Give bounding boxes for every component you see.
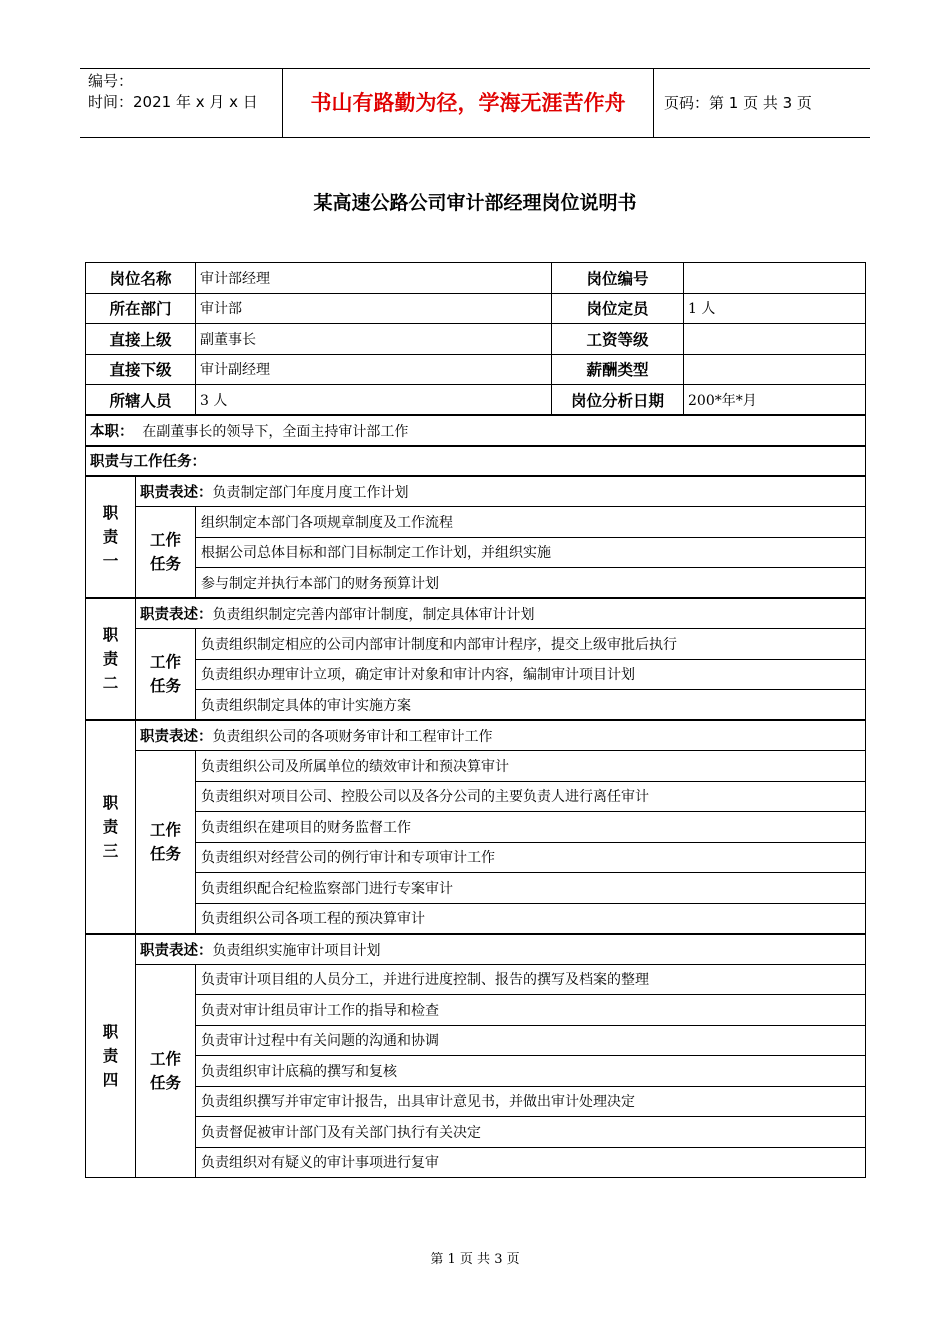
mission-row: [86, 415, 866, 446]
grade-label: 工资等级: [552, 324, 684, 355]
document-header: [80, 68, 870, 138]
task-item: 负责组织办理审计立项，确定审计对象和审计内容，编制审计项目计划: [196, 659, 866, 690]
time-label: 时间：2021 年 x 月 x 日: [88, 93, 258, 111]
mission-text: 在副董事长的领导下，全面主持审计部工作: [142, 423, 409, 440]
duty-label-char: 二: [102, 674, 119, 692]
work-label-line: 任务: [150, 1073, 182, 1092]
work-label-line: 工作: [150, 531, 182, 549]
statement-label: 职责表述：: [140, 729, 213, 745]
work-label-line: 任务: [150, 844, 182, 863]
mission-label: 本职：: [90, 423, 134, 440]
task-row: [86, 690, 866, 721]
duty-label-char: 责: [102, 650, 119, 668]
duty-label-char: 四: [102, 1070, 119, 1089]
analysis-date-value: 200*年*月: [684, 385, 866, 416]
task-row: [86, 568, 866, 599]
mission-cell: [86, 415, 866, 446]
staffing-value: 1 人: [684, 293, 866, 324]
pay-type-value: [684, 354, 866, 385]
duty-label: [86, 934, 136, 1178]
task-row: [86, 903, 866, 934]
job-no-value: [684, 263, 866, 294]
info-row: [86, 324, 866, 355]
task-row: [86, 507, 866, 538]
duty-label-char: 一: [102, 552, 119, 570]
work-task-label: [136, 629, 196, 721]
job-no-label: 岗位编号: [552, 263, 684, 294]
subordinate-label: 直接下级: [86, 354, 196, 385]
work-label-line: 工作: [150, 653, 182, 671]
work-task-label: [136, 964, 196, 1178]
task-row: [86, 812, 866, 843]
statement-text: 负责组织制定完善内部审计制度，制定具体审计计划: [212, 607, 535, 623]
duty-statement-row: [86, 934, 866, 965]
task-item: 负责组织配合纪检监察部门进行专案审计: [196, 873, 866, 904]
task-item: 组织制定本部门各项规章制度及工作流程: [196, 507, 866, 538]
duty-statement: [136, 720, 866, 751]
task-item: 根据公司总体目标和部门目标制定工作计划，并组织实施: [196, 537, 866, 568]
statement-label: 职责表述：: [140, 607, 213, 623]
task-row: [86, 842, 866, 873]
task-row: [86, 751, 866, 782]
work-label-line: 工作: [150, 1049, 182, 1068]
task-item: 负责审计项目组的人员分工，并进行进度控制、报告的撰写及档案的整理: [196, 964, 866, 995]
task-item: 负责组织公司及所属单位的绩效审计和预决算审计: [196, 751, 866, 782]
work-task-label: [136, 507, 196, 599]
duties-header-row: [86, 446, 866, 477]
statement-text: 负责组织实施审计项目计划: [212, 942, 381, 959]
job-name-value: 审计部经理: [196, 263, 552, 294]
duty-label-char: 职: [102, 793, 119, 812]
job-description-table: [85, 262, 866, 1178]
info-row: [86, 385, 866, 416]
superior-label: 直接上级: [86, 324, 196, 355]
work-label-line: 任务: [150, 677, 182, 695]
work-label-line: 工作: [150, 820, 182, 839]
duty-statement: [136, 598, 866, 629]
duty-label-char: 职: [102, 504, 119, 522]
staffing-label: 岗位定员: [552, 293, 684, 324]
header-motto: 书山有路勤为径，学海无涯苦作舟: [283, 69, 654, 137]
duty-label-char: 三: [102, 841, 119, 860]
task-row: [86, 873, 866, 904]
managed-value: 3 人: [196, 385, 552, 416]
pay-type-label: 薪酬类型: [552, 354, 684, 385]
duty-statement: [136, 934, 866, 965]
duty-statement-row: [86, 598, 866, 629]
task-row: [86, 537, 866, 568]
duty-label: [86, 476, 136, 598]
info-row: [86, 293, 866, 324]
duty-label-char: 责: [102, 528, 119, 546]
task-row: [86, 659, 866, 690]
duty-label-char: 职: [102, 626, 119, 644]
dept-label: 所在部门: [86, 293, 196, 324]
task-item: 负责组织制定相应的公司内部审计制度和内部审计程序，提交上级审批后执行: [196, 629, 866, 660]
task-item: 参与制定并执行本部门的财务预算计划: [196, 568, 866, 599]
task-item: 负责组织撰写并审定审计报告，出具审计意见书，并做出审计处理决定: [196, 1086, 866, 1117]
duty-statement-row: [86, 720, 866, 751]
task-item: 负责督促被审计部门及有关部门执行有关决定: [196, 1117, 866, 1148]
duty-label-char: 职: [102, 1022, 119, 1041]
task-item: 负责对审计组员审计工作的指导和检查: [196, 995, 866, 1026]
duty-label: [86, 598, 136, 720]
task-row: [86, 1147, 866, 1178]
task-row: [86, 1117, 866, 1148]
number-label: 编号：: [88, 72, 134, 90]
task-item: 负责审计过程中有关问题的沟通和协调: [196, 1025, 866, 1056]
task-row: [86, 1056, 866, 1087]
task-row: [86, 964, 866, 995]
task-item: 负责组织对有疑义的审计事项进行复审: [196, 1147, 866, 1178]
page-footer: 第 1 页 共 3 页: [430, 1252, 520, 1267]
task-item: 负责组织对经营公司的例行审计和专项审计工作: [196, 842, 866, 873]
statement-label: 职责表述：: [140, 485, 213, 501]
statement-label: 职责表述：: [140, 942, 213, 959]
task-row: [86, 995, 866, 1026]
statement-text: 负责组织公司的各项财务审计和工程审计工作: [212, 729, 493, 745]
superior-value: 副董事长: [196, 324, 552, 355]
task-item: 负责组织对项目公司、控股公司以及各分公司的主要负责人进行离任审计: [196, 781, 866, 812]
work-label-line: 任务: [150, 555, 182, 573]
work-task-label: [136, 751, 196, 934]
statement-text: 负责制定部门年度月度工作计划: [212, 485, 409, 501]
duties-header-cell: [86, 446, 866, 477]
header-meta: [80, 69, 283, 137]
subordinate-value: 审计副经理: [196, 354, 552, 385]
analysis-date-label: 岗位分析日期: [552, 385, 684, 416]
dept-value: 审计部: [196, 293, 552, 324]
task-row: [86, 781, 866, 812]
task-row: [86, 1025, 866, 1056]
duty-label-char: 责: [102, 817, 119, 836]
duty-label-char: 责: [102, 1046, 119, 1065]
task-row: [86, 629, 866, 660]
task-item: 负责组织制定具体的审计实施方案: [196, 690, 866, 721]
document-title: 某高速公路公司审计部经理岗位说明书: [313, 192, 637, 214]
task-row: [86, 1086, 866, 1117]
grade-value: [684, 324, 866, 355]
duties-header: 职责与工作任务：: [90, 454, 206, 471]
duty-statement-row: [86, 476, 866, 507]
duty-label: [86, 720, 136, 934]
task-item: 负责组织审计底稿的撰写和复核: [196, 1056, 866, 1087]
info-row: [86, 263, 866, 294]
task-item: 负责组织公司各项工程的预决算审计: [196, 903, 866, 934]
task-item: 负责组织在建项目的财务监督工作: [196, 812, 866, 843]
managed-label: 所辖人员: [86, 385, 196, 416]
info-row: [86, 354, 866, 385]
duty-statement: [136, 476, 866, 507]
job-name-label: 岗位名称: [86, 263, 196, 294]
header-page-info: 页码：第 1 页 共 3 页: [664, 94, 812, 112]
